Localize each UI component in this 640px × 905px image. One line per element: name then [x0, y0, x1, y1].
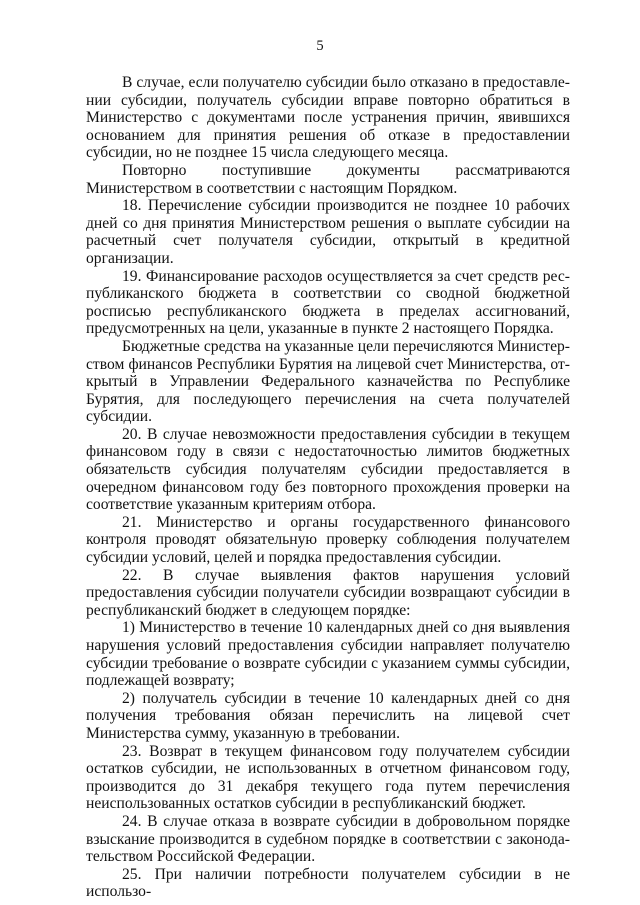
paragraph-25: 25. При наличии потребности получателем субсидии в не использо- — [86, 865, 570, 901]
paragraph-24: 24. В случае отказа в возврате субсидии в добровольном порядке взыскание производится в судебном порядке в соответствии с законодательством Российской Федерации. — [86, 812, 570, 866]
paragraph-18: 18. Перечисление субсидии производится не позднее 10 рабочих дней со дня принятия Министерством решения о выплате субсидии на расчетный счет получателя субсидии, открытый в кредитной организации. — [86, 197, 570, 267]
paragraph-21: 21. Министерство и органы государственного финансового контроля проводят обязательную проверку соблюдения получателем субсидии условий, целей и порядка предоставления субсидии. — [86, 513, 570, 567]
paragraph-budget-funds: Бюджетные средства на указанные цели перечисляются Министерством финансов Республики Бурятия на лицевой счет Министерства, открытый в Управлении Федерального казначейства по Республике Бурятия, для последующего перечисления на счета получателей субсидии. — [86, 337, 570, 426]
paragraph-refusal-reapply: В случае, если получателю субсидии было отказано в предоставлении субсидии, получатель субсидии вправе повторно обратиться в Министерство с документами после устранения причин, явившихся основанием для принятия решения об отказе в предоставлении субсидии, но не позднее 15 числа следующего месяца. — [86, 74, 570, 162]
document-body — [86, 74, 570, 901]
page-number: 5 — [316, 38, 324, 54]
paragraph-20: 20. В случае невозможности предоставления субсидии в текущем финансовом году в связи с недостаточностью лимитов бюджетных обязательств субсидия получателям субсидии предоставляется в очередном финансовом году без повторного прохождения проверки на соответствие указанным критериям отбора. — [86, 425, 570, 514]
paragraph-22-item-2: 2) получатель субсидии в течение 10 календарных дней со дня получения требования обязан перечислить на лицевой счет Министерства сумму, указанную в требовании. — [86, 689, 570, 742]
paragraph-22-item-1: 1) Министерство в течение 10 календарных дней со дня выявления нарушения условий предоставления субсидии направляет получателю субсидии требование о возврате субсидии с указанием суммы субсидии, подлежащей возврату; — [86, 619, 570, 690]
paragraph-19: 19. Финансирование расходов осуществляется за счет средств республиканского бюджета в соответствии со сводной бюджетной росписью республиканского бюджета в пределах ассигнований, предусмотренных на цели, указанные в пункте 2 настоящего Порядка. — [86, 267, 570, 338]
paragraph-22: 22. В случае выявления фактов нарушения условий предоставления субсидии получатели субсидии возвращают субсидии в республиканский бюджет в следующем порядке: — [86, 566, 570, 619]
paragraph-resubmitted-docs: Повторно поступившие документы рассматриваются Министерством в соответствии с настоящим Порядком. — [86, 161, 570, 197]
paragraph-23: 23. Возврат в текущем финансовом году получателем субсидии остатков субсидии, не использованных в отчетном финансовом году, производится до 31 декабря текущего года путем перечисления неиспользованных остатков субсидии в республиканский бюджет. — [86, 742, 570, 813]
